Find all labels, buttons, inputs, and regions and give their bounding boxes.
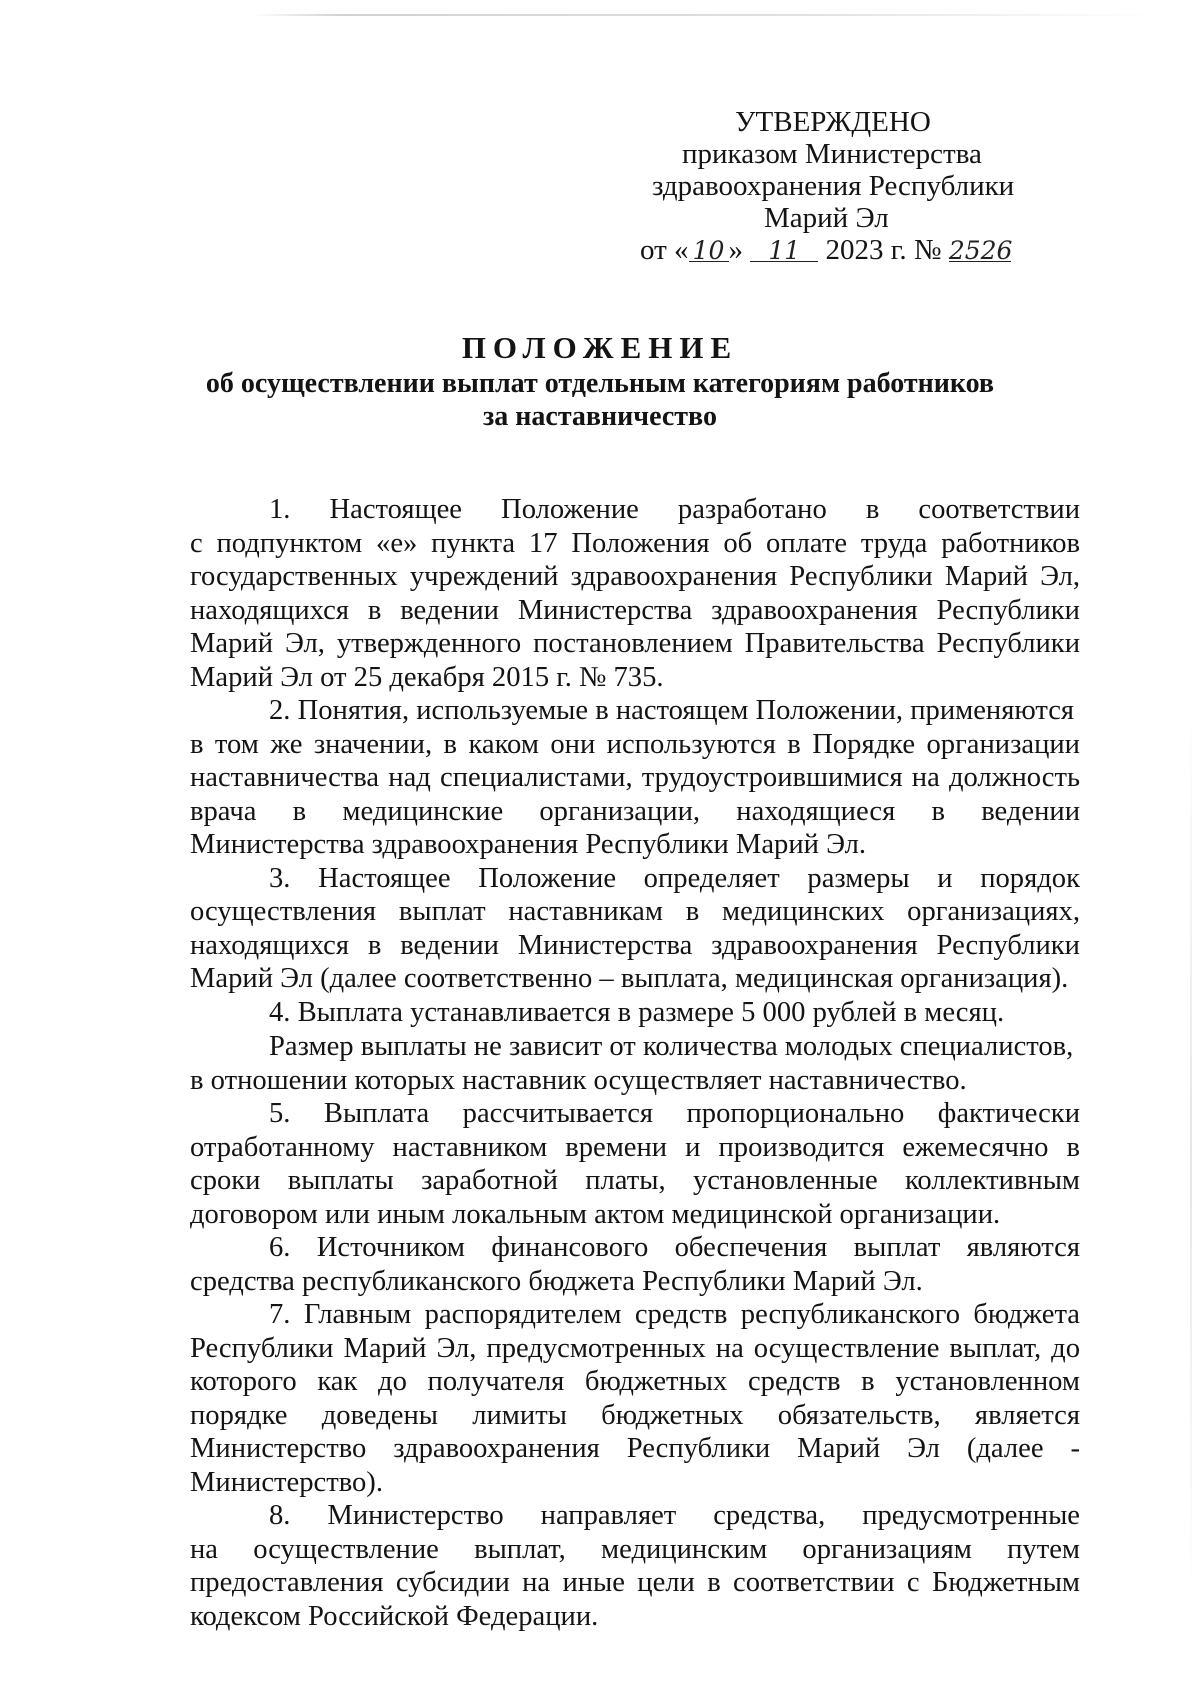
paragraph-6-head: 6. Источником финансового обеспечения выплат являются — [269, 1232, 1080, 1263]
document-subtitle-line1: об осуществлении выплат отдельным категориям работников — [205, 368, 995, 399]
paragraph-5-text: отработанному наставником времени и производится ежемесячно в сроки выплаты заработной платы, установленные коллективным договором или иным локальным актом медицинской организации. — [190, 1131, 1080, 1230]
paragraph-2-head: 2. Понятия, используемые в настоящем Положении, применяются — [269, 695, 1075, 726]
date-prefix: от « — [640, 234, 689, 266]
paragraph-3-text: осуществления выплат наставникам в медицинских организациях, находящихся в ведении Министерства здравоохранения Республики Марий Эл (далее соответственно – выплата, медицинская организация). — [190, 896, 1080, 994]
document-subtitle-line2: за наставничество — [483, 401, 717, 432]
paragraph-1-head: 1. Настоящее Положение разработано в соответствии — [269, 494, 1080, 525]
document-title: ПОЛОЖЕНИЕ — [461, 330, 739, 365]
order-number: 2526 — [948, 236, 1013, 265]
approval-date-line — [640, 234, 1011, 266]
paragraph-4b-text: в отношении которых наставник осуществляет наставничество. — [190, 1064, 967, 1096]
date-month: 11 — [750, 235, 818, 262]
paragraph-1-text: с подпунктом «е» пункта 17 Положения об оплате труда работников государственных учреждений здравоохранения Республики Марий Эл, находящихся в ведении Министерства здравоохранения Республики Марий Эл, утвержденного постановлением Правительства Республики Марий Эл от 25 декабря 2015 г. № 735. — [190, 527, 1080, 693]
date-year: 2023 г. № — [825, 234, 942, 266]
paragraph-3-head: 3. Настоящее Положение определяет размеры и порядок — [269, 862, 1080, 894]
paragraph-7-head: 7. Главным распорядителем средств республиканского бюджета — [269, 1299, 1080, 1330]
scan-edge-right — [1190, 700, 1192, 1600]
scan-edge-line — [250, 14, 1160, 16]
date-day: 10 — [689, 235, 729, 262]
paragraph-7-text: Республики Марий Эл, предусмотренных на осуществление выплат, до которого как до получателя бюджетных средств в установленном порядке доведены лимиты бюджетных обязательств, является Министерство здравоохранения Республики Марий Эл (далее - Министерство). — [190, 1332, 1080, 1498]
approval-heading: УТВЕРЖДЕНО — [735, 106, 931, 138]
approval-line-order: приказом Министерства — [682, 138, 982, 170]
date-mid: » — [728, 234, 744, 266]
approval-line-region: Марий Эл — [764, 202, 889, 234]
paragraph-2-text: в том же значении, в каком они используются в Порядке организации наставничества над специалистами, трудоустроившимися на должность врача в медицинские организации, находящиеся в ведении Министерства здравоохранения Республики Марий Эл. — [190, 728, 1080, 860]
approval-line-ministry: здравоохранения Республики — [652, 170, 1015, 202]
paragraph-8-head: 8. Министерство направляет средства, предусмотренные — [269, 1500, 1080, 1531]
paragraph-4-head: 4. Выплата устанавливается в размере 5 000 рублей в месяц. — [269, 996, 1005, 1028]
paragraph-5-head: 5. Выплата рассчитывается пропорционально фактически — [269, 1098, 1080, 1129]
document-body — [190, 493, 1080, 1633]
paragraph-8-text: на осуществление выплат, медицинским организациям путем предоставления субсидии на иные цели в соответствии с Бюджетным кодексом Российской Федерации. — [190, 1533, 1080, 1632]
paragraph-4b-head: Размер выплаты не зависит от количества молодых специалистов, — [269, 1031, 1074, 1062]
paragraph-6-text: средства республиканского бюджета Республики Марий Эл. — [190, 1265, 923, 1297]
